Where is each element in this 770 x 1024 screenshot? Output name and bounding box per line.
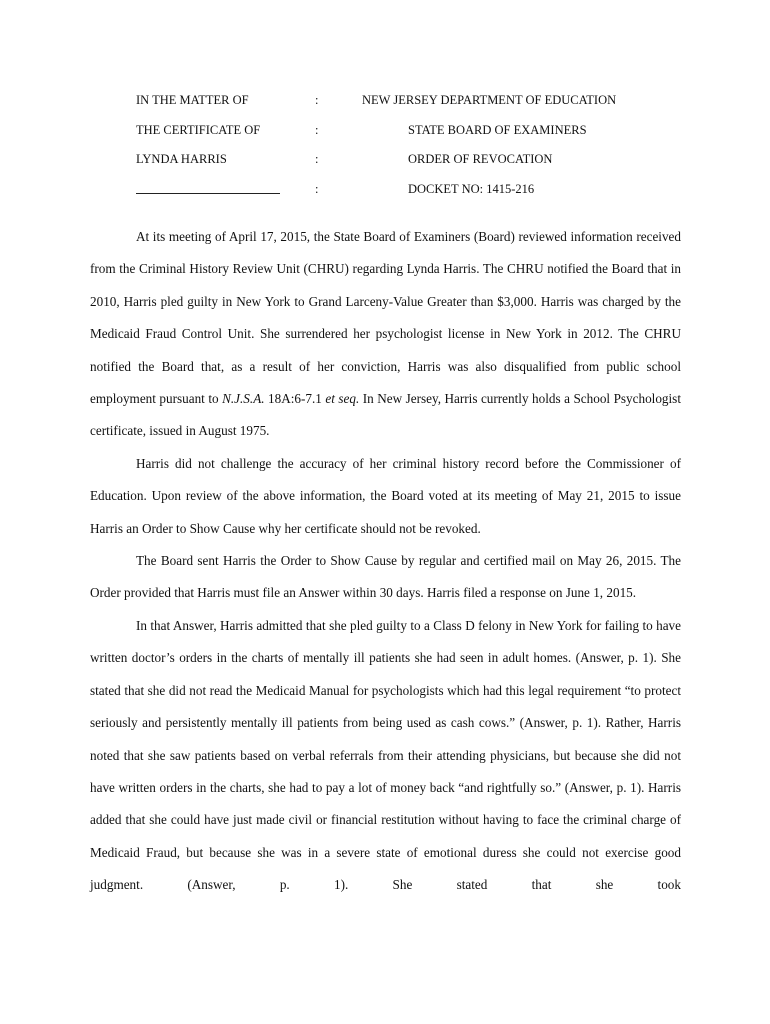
caption-right-text: STATE BOARD OF EXAMINERS xyxy=(408,123,587,137)
caption-colon: : xyxy=(315,182,319,196)
caption-signature-line xyxy=(136,193,280,194)
caption-row xyxy=(0,152,770,170)
caption-row xyxy=(0,93,770,111)
paragraph-text: At its meeting of April 17, 2015, the State Board of Examiners (Board) reviewed information received from the Criminal History Review Unit (CHRU) regarding Lynda Harris. The CHRU notified the Board that in 2010, Harris pled guilty in New York to Grand Larceny-Value Greater than $3,000. Harris was charged by the Medicaid Fraud Control Unit. She surrendered her psychologist license in New York in 2012. The CHRU notified the Board that, as a result of her conviction, Harris was also disqualified from public school employment pursuant to xyxy=(90,229,681,407)
statute-citation: N.J.S.A. xyxy=(222,391,265,407)
caption-colon: : xyxy=(315,152,319,166)
paragraph-text: In New Jersey, Harris currently holds a School Psychologist certificate, issued in August 1975. xyxy=(90,391,681,439)
caption-left-text: LYNDA HARRIS xyxy=(136,152,227,166)
paragraph-answer: In that Answer, Harris admitted that she pled guilty to a Class D felony in New York for failing to have written doctor’s orders in the charts of mentally ill patients she had seen in adult homes. (Answer, p. 1). She stated that she did not read the Medicaid Manual for psychologists which had this legal requirement “to protect seriously and persistently mentally ill patients from being used as cash cows.” (Answer, p. 1). Rather, Harris noted that she saw patients based on verbal referrals from their attending physicians, but because she did not have written orders in the charts, she had to pay a lot of money back “and rightfully so.” (Answer, p. 1). Harris added that she could have just made civil or financial restitution without having to face the criminal charge of Medicaid Fraud, but because she was in a severe state of emotional duress she could not exercise good judgment. (Answer, p. 1). She stated that she took xyxy=(90,617,681,893)
caption-right-text: ORDER OF REVOCATION xyxy=(408,152,553,166)
caption-row xyxy=(0,182,770,200)
docket-number: DOCKET NO: 1415-216 xyxy=(408,182,535,196)
caption-right-text: NEW JERSEY DEPARTMENT OF EDUCATION xyxy=(362,93,617,107)
paragraph-text: 18A:6-7.1 xyxy=(264,391,326,407)
caption-row xyxy=(0,123,770,141)
paragraph-order-sent: The Board sent Harris the Order to Show Cause by regular and certified mail on May 26, 2015. The Order provided that Harris must file an Answer within 30 days. Harris filed a response on June 1, 2015. xyxy=(90,553,681,601)
caption-colon: : xyxy=(315,93,319,107)
paragraph-vote: Harris did not challenge the accuracy of her criminal history record before the Commissioner of Education. Upon review of the above information, the Board voted at its meeting of May 21, 2015 to issue Harris an Order to Show Cause why her certificate should not be revoked. xyxy=(90,455,681,536)
caption-colon: : xyxy=(315,123,319,137)
et-seq-citation: et seq. xyxy=(325,391,360,407)
caption-left-text: IN THE MATTER OF xyxy=(136,93,249,107)
caption-left-text: THE CERTIFICATE OF xyxy=(136,123,261,137)
order-body xyxy=(90,221,681,902)
paragraph-background xyxy=(90,221,681,448)
